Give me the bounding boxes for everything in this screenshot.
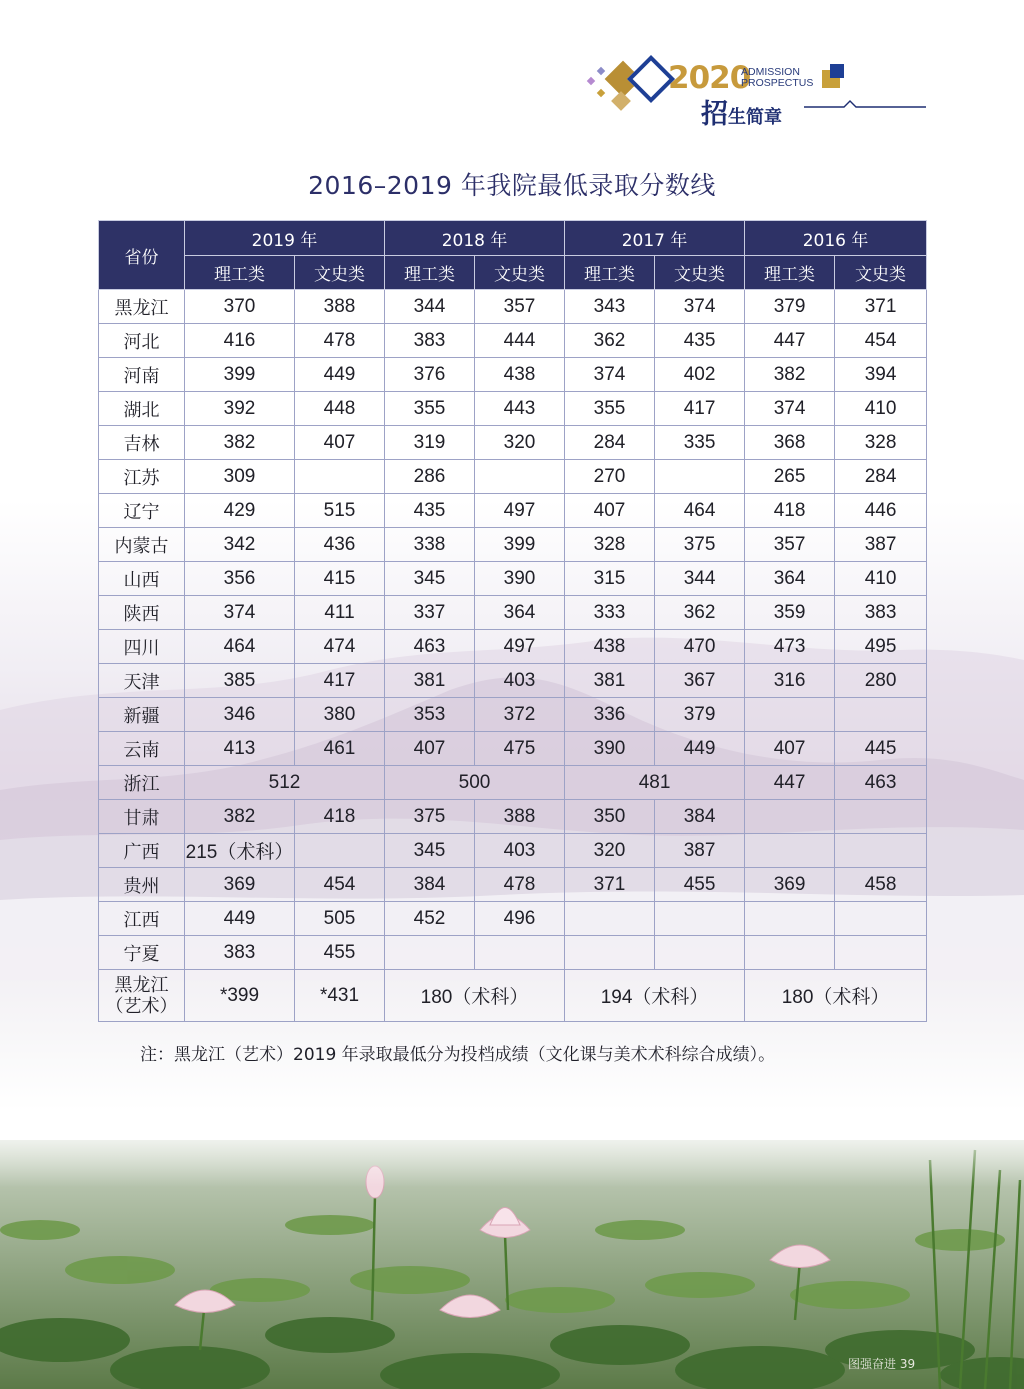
score-cell: 461: [295, 732, 385, 766]
score-cell: 369: [185, 868, 295, 902]
score-cell: 371: [835, 290, 927, 324]
score-cell: [835, 800, 927, 834]
score-cell: 372: [475, 698, 565, 732]
table-row: [99, 528, 927, 562]
score-cell: 452: [385, 902, 475, 936]
table-row: [99, 800, 927, 834]
score-cell: 381: [565, 664, 655, 698]
score-cell: 478: [475, 868, 565, 902]
score-cell: 284: [565, 426, 655, 460]
score-cell: 446: [835, 494, 927, 528]
score-cell: [565, 902, 655, 936]
score-cell: 497: [475, 494, 565, 528]
score-cell: 390: [475, 562, 565, 596]
category-header-science: 理工类: [385, 256, 475, 290]
score-cell: *399: [185, 970, 295, 1022]
score-cell: 417: [295, 664, 385, 698]
category-header-liberal: 文史类: [475, 256, 565, 290]
footnote: 注：黑龙江（艺术）2019 年录取最低分为投档成绩（文化课与美术术科综合成绩）。: [140, 1045, 776, 1065]
score-cell: 384: [655, 800, 745, 834]
score-cell: 315: [565, 562, 655, 596]
score-cell: 215（术科）: [185, 834, 295, 868]
score-cell: 399: [475, 528, 565, 562]
score-cell: 515: [295, 494, 385, 528]
score-cell: 370: [185, 290, 295, 324]
score-cell: 328: [835, 426, 927, 460]
category-header-science: 理工类: [185, 256, 295, 290]
score-cell: [745, 834, 835, 868]
logo-title-big: 招: [701, 99, 728, 130]
score-cell: 407: [745, 732, 835, 766]
score-cell: [745, 936, 835, 970]
score-cell: 369: [745, 868, 835, 902]
category-header-liberal: 文史类: [295, 256, 385, 290]
score-cell: 455: [295, 936, 385, 970]
year-header: 2019 年: [185, 221, 385, 256]
score-cell: 417: [655, 392, 745, 426]
table-row: [99, 324, 927, 358]
table-row: [99, 290, 927, 324]
score-table-body: [99, 290, 927, 1022]
score-cell: 364: [745, 562, 835, 596]
score-cell: 383: [185, 936, 295, 970]
province-cell: 四川: [99, 630, 185, 664]
table-row: [99, 562, 927, 596]
score-cell: 364: [475, 596, 565, 630]
score-cell: 344: [655, 562, 745, 596]
score-cell: 381: [385, 664, 475, 698]
table-row: [99, 494, 927, 528]
score-cell: [385, 936, 475, 970]
logo-title: [701, 92, 782, 131]
province-cell: 甘肃: [99, 800, 185, 834]
score-cell: [655, 902, 745, 936]
table-row-art: [99, 970, 927, 1022]
province-cell: 内蒙古: [99, 528, 185, 562]
score-cell: 505: [295, 902, 385, 936]
category-header-science: 理工类: [565, 256, 655, 290]
province-cell: 陕西: [99, 596, 185, 630]
score-cell: 328: [565, 528, 655, 562]
score-cell: 438: [475, 358, 565, 392]
score-cell: 362: [655, 596, 745, 630]
table-row: [99, 392, 927, 426]
province-cell: 河南: [99, 358, 185, 392]
score-cell: 407: [295, 426, 385, 460]
province-cell: 江西: [99, 902, 185, 936]
year-header-row: [99, 221, 927, 256]
score-cell: 410: [835, 562, 927, 596]
score-cell: 388: [475, 800, 565, 834]
score-cell: 415: [295, 562, 385, 596]
score-cell: 429: [185, 494, 295, 528]
score-cell: [745, 698, 835, 732]
score-cell: 403: [475, 834, 565, 868]
score-cell: 355: [565, 392, 655, 426]
score-cell: 320: [565, 834, 655, 868]
score-cell: 478: [295, 324, 385, 358]
score-cell: 337: [385, 596, 475, 630]
score-cell: [295, 460, 385, 494]
score-cell: [835, 902, 927, 936]
score-cell: 497: [475, 630, 565, 664]
table-row: [99, 868, 927, 902]
page-title: 2016–2019 年我院最低录取分数线: [308, 171, 716, 200]
lotus-pond-decoration: [0, 1120, 1024, 1389]
province-cell: 宁夏: [99, 936, 185, 970]
score-cell: 436: [295, 528, 385, 562]
score-cell-merged: 512: [185, 766, 385, 800]
score-cell: 335: [655, 426, 745, 460]
province-cell: 江苏: [99, 460, 185, 494]
score-cell: 458: [835, 868, 927, 902]
score-cell: 371: [565, 868, 655, 902]
province-cell: 广西: [99, 834, 185, 868]
score-cell: 355: [385, 392, 475, 426]
score-cell: 454: [835, 324, 927, 358]
score-cell: [655, 936, 745, 970]
province-cell: 云南: [99, 732, 185, 766]
table-row: [99, 766, 927, 800]
year-header: 2016 年: [745, 221, 927, 256]
score-cell: 449: [185, 902, 295, 936]
page-footer: [848, 1355, 915, 1372]
province-line1: 黑龙江: [114, 974, 169, 996]
admission-prospectus-logo: [584, 52, 944, 130]
score-cell: 455: [655, 868, 745, 902]
table-row: [99, 698, 927, 732]
year-header: 2017 年: [565, 221, 745, 256]
score-cell: 374: [185, 596, 295, 630]
score-cell: 342: [185, 528, 295, 562]
table-row: [99, 902, 927, 936]
score-cell: [835, 834, 927, 868]
score-cell: 474: [295, 630, 385, 664]
year-header: 2018 年: [385, 221, 565, 256]
score-cell: [745, 800, 835, 834]
score-cell: 496: [475, 902, 565, 936]
score-cell: 394: [835, 358, 927, 392]
score-cell: 399: [185, 358, 295, 392]
score-cell: 384: [385, 868, 475, 902]
table-row: [99, 664, 927, 698]
score-cell: 403: [475, 664, 565, 698]
score-cell: 464: [185, 630, 295, 664]
category-header-liberal: 文史类: [835, 256, 927, 290]
category-header-science: 理工类: [745, 256, 835, 290]
score-cell-merged: 180（术科）: [385, 970, 565, 1022]
score-cell: 367: [655, 664, 745, 698]
score-cell: 385: [185, 664, 295, 698]
score-cell: [475, 936, 565, 970]
score-cell: [565, 936, 655, 970]
table-row: [99, 460, 927, 494]
score-cell: 449: [295, 358, 385, 392]
score-cell: 336: [565, 698, 655, 732]
score-cell: 368: [745, 426, 835, 460]
province-cell: 贵州: [99, 868, 185, 902]
logo-diamond-gold-small: [611, 91, 631, 111]
score-cell: 309: [185, 460, 295, 494]
province-cell: [99, 970, 185, 1022]
score-cell: 382: [745, 358, 835, 392]
score-cell: 392: [185, 392, 295, 426]
score-cell-merged: 180（术科）: [745, 970, 927, 1022]
score-cell: 449: [655, 732, 745, 766]
score-cell: 319: [385, 426, 475, 460]
score-cell-merged: 194（术科）: [565, 970, 745, 1022]
score-cell: 418: [745, 494, 835, 528]
score-cell: 390: [565, 732, 655, 766]
table-row: [99, 732, 927, 766]
logo-underline: [804, 96, 926, 116]
score-cell: 435: [385, 494, 475, 528]
score-cell: [655, 460, 745, 494]
table-row: [99, 426, 927, 460]
score-cell: 375: [385, 800, 475, 834]
score-cell: 470: [655, 630, 745, 664]
score-cell-merged: 481: [565, 766, 745, 800]
score-cell: 475: [475, 732, 565, 766]
score-cell: [835, 698, 927, 732]
table-row: [99, 630, 927, 664]
province-cell: 湖北: [99, 392, 185, 426]
score-cell: 438: [565, 630, 655, 664]
score-cell: 387: [655, 834, 745, 868]
province-cell: 辽宁: [99, 494, 185, 528]
score-cell: 383: [385, 324, 475, 358]
score-cell: 356: [185, 562, 295, 596]
score-cell: 388: [295, 290, 385, 324]
province-line2: （艺术）: [105, 995, 178, 1017]
logo-admission-line1: ADMISSION: [741, 66, 800, 78]
logo-diamond-small-3: [597, 89, 605, 97]
province-cell: 黑龙江: [99, 290, 185, 324]
score-cell: 402: [655, 358, 745, 392]
score-cell: 345: [385, 562, 475, 596]
score-cell: 280: [835, 664, 927, 698]
score-cell: 379: [745, 290, 835, 324]
score-cell: 270: [565, 460, 655, 494]
logo-admission-line2: PROSPECTUS: [741, 77, 814, 89]
score-cell: 374: [655, 290, 745, 324]
score-cell: 333: [565, 596, 655, 630]
score-cell: 320: [475, 426, 565, 460]
score-cell: 407: [565, 494, 655, 528]
footer-motto: 图强奋进: [848, 1357, 897, 1371]
category-header-liberal: 文史类: [655, 256, 745, 290]
score-cell: 463: [385, 630, 475, 664]
province-cell: 浙江: [99, 766, 185, 800]
score-cell-merged: 500: [385, 766, 565, 800]
score-cell: 444: [475, 324, 565, 358]
score-cell: 445: [835, 732, 927, 766]
table-row: [99, 834, 927, 868]
score-cell: 380: [295, 698, 385, 732]
score-cell: [295, 834, 385, 868]
logo-square-blue: [830, 64, 844, 78]
score-cell: 344: [385, 290, 475, 324]
score-cell: 418: [295, 800, 385, 834]
score-cell: 357: [745, 528, 835, 562]
score-cell: 382: [185, 800, 295, 834]
score-cell: 413: [185, 732, 295, 766]
province-cell: 天津: [99, 664, 185, 698]
score-cell: 359: [745, 596, 835, 630]
score-cell: 316: [745, 664, 835, 698]
score-cell: 374: [745, 392, 835, 426]
logo-admission-text: [741, 67, 813, 89]
score-cell: 357: [475, 290, 565, 324]
table-row: [99, 936, 927, 970]
score-cell: 343: [565, 290, 655, 324]
score-cell: *431: [295, 970, 385, 1022]
score-cell: 407: [385, 732, 475, 766]
score-cell: 495: [835, 630, 927, 664]
score-cell: 410: [835, 392, 927, 426]
province-header: 省份: [99, 221, 185, 290]
province-cell: 山西: [99, 562, 185, 596]
score-cell: 443: [475, 392, 565, 426]
score-cell: 463: [835, 766, 927, 800]
score-cell: 265: [745, 460, 835, 494]
score-cell: [475, 460, 565, 494]
score-cell: 346: [185, 698, 295, 732]
score-cell: 383: [835, 596, 927, 630]
score-cell: 382: [185, 426, 295, 460]
score-cell: 411: [295, 596, 385, 630]
score-cell: 350: [565, 800, 655, 834]
score-cell: 353: [385, 698, 475, 732]
score-cell: 387: [835, 528, 927, 562]
score-cell: 379: [655, 698, 745, 732]
score-cell: 286: [385, 460, 475, 494]
logo-diamond-small-1: [587, 77, 595, 85]
logo-diamond-small-2: [597, 67, 605, 75]
score-cell: 473: [745, 630, 835, 664]
score-cell: 345: [385, 834, 475, 868]
score-cell: [835, 936, 927, 970]
table-row: [99, 596, 927, 630]
admission-score-table: [98, 220, 927, 1022]
category-header-row: [99, 256, 927, 290]
logo-title-small: 生简章: [728, 107, 782, 128]
score-cell: 362: [565, 324, 655, 358]
score-cell: 375: [655, 528, 745, 562]
page-number: 39: [899, 1357, 916, 1371]
logo-year: 2020: [668, 60, 751, 96]
score-cell: 338: [385, 528, 475, 562]
score-cell: 448: [295, 392, 385, 426]
score-cell: 374: [565, 358, 655, 392]
score-cell: 447: [745, 324, 835, 358]
province-cell: 河北: [99, 324, 185, 358]
score-cell: 416: [185, 324, 295, 358]
score-cell: 464: [655, 494, 745, 528]
table-row: [99, 358, 927, 392]
score-cell: 376: [385, 358, 475, 392]
score-cell: 454: [295, 868, 385, 902]
score-cell: 447: [745, 766, 835, 800]
province-cell: 新疆: [99, 698, 185, 732]
score-cell: 284: [835, 460, 927, 494]
score-cell: [745, 902, 835, 936]
province-cell: 吉林: [99, 426, 185, 460]
score-cell: 435: [655, 324, 745, 358]
